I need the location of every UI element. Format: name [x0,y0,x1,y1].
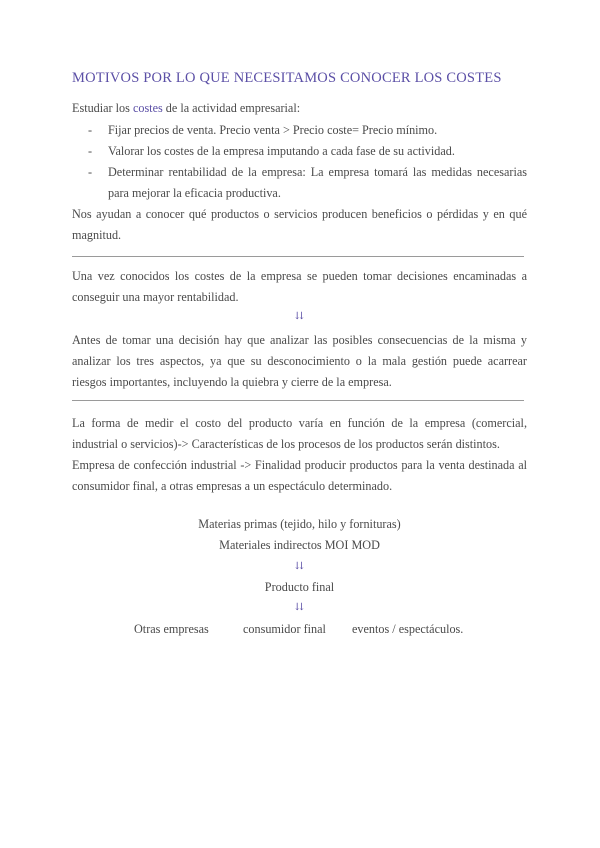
list-item-text: Valorar los costes de la empresa imputando a cada fase de su actividad. [108,144,455,158]
flow-final-product: Producto final [264,580,335,594]
double-down-arrow-icon: ⇊ [295,602,304,613]
flow-indirect-materials: Materiales indirectos MOI MOD [219,538,380,552]
bullet-dash: - [88,123,93,137]
bullet-dash: - [88,144,93,158]
intro-line [72,98,527,119]
flow-raw-materials: Materias primas (tejido, hilo y fornituras) [198,517,401,531]
double-down-arrow-icon: ⇊ [295,311,304,322]
list-item [88,120,527,141]
double-down-arrow-icon: ⇊ [295,561,304,572]
destination-events: eventos / espectáculos. [352,622,464,636]
intro-before: Estudiar los [72,101,133,115]
paragraph-cost-measure: La forma de medir el costo del producto varía en función de la empresa (comercial, industrial o servicios)-> Características de los procesos de los productos serán distintos. [72,416,527,451]
list-item-text: Determinar rentabilidad de la empresa: La empresa tomará las medidas necesarias para mejorar la eficacia productiva. [108,165,527,200]
destination-other-companies: Otras empresas [134,622,209,636]
divider [72,400,524,401]
bullet-dash: - [88,165,93,179]
page-title: MOTIVOS POR LO QUE NECESITAMOS CONOCER LOS COSTES [72,70,502,86]
paragraph-analysis: Antes de tomar una decisión hay que analizar las posibles consecuencias de la misma y analizar los tres aspectos, ya que su desconocimiento o la mala gestión puede acarrear riesgos importantes, incluyendo la quiebra y cierre de la empresa. [72,333,527,389]
intro-after: de la actividad empresarial: [162,101,301,115]
list-item [88,162,527,204]
destination-final-consumer: consumidor final [243,622,326,636]
list-item-text: Fijar precios de venta. Precio venta > Precio coste= Precio mínimo. [108,123,438,137]
paragraph-decisions: Una vez conocidos los costes de la empresa se pueden tomar decisiones encaminadas a conseguir una mayor rentabilidad. [72,269,527,304]
paragraph-confection: Empresa de confección industrial -> Finalidad producir productos para la venta destinada al consumidor final, a otras empresas a un espectáculo determinado. [72,458,527,493]
intro-highlight-costes: costes [132,101,163,115]
list-item [88,141,527,162]
divider [72,256,524,257]
paragraph-benefits: Nos ayudan a conocer qué productos o servicios producen beneficios o pérdidas y en qué magnitud. [72,207,527,242]
